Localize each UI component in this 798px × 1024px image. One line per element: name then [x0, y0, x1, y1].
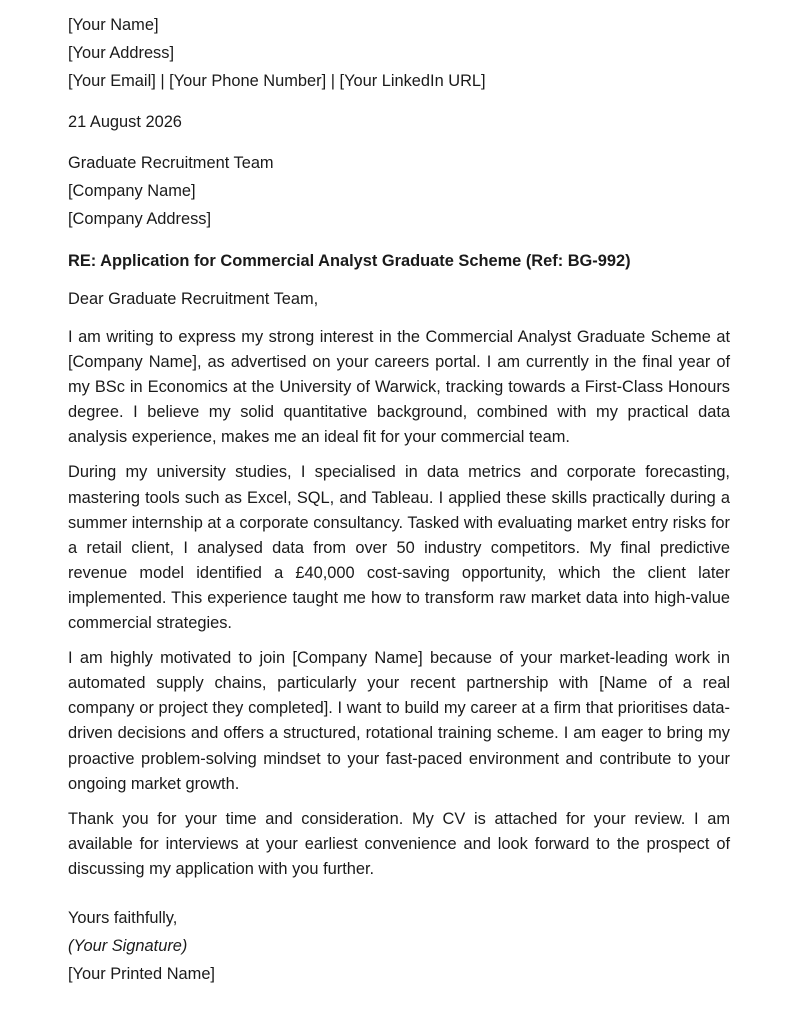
sender-contact: [Your Email] | [Your Phone Number] | [Your LinkedIn URL]: [68, 72, 486, 90]
body-paragraph-3: I am highly motivated to join [Company Name] because of your market-leading work in automated supply chains, particularly your recent partnership with [Name of a real company or project they completed]. I want to build my career at a firm that prioritises data-driven decisions and offers a structured, rotational training scheme. I am eager to bring my proactive problem-solving mindset to your fast-paced environment and contribute to your ongoing market growth.: [68, 649, 730, 793]
body-paragraph-1: I am writing to express my strong interest in the Commercial Analyst Graduate Scheme at [Company Name], as advertised on your careers portal. I am currently in the final year of my BSc in Economics at the University of Warwick, tracking towards a First-Class Honours degree. I believe my solid quantitative background, combined with my practical data analysis experience, makes me an ideal fit for your commercial team.: [68, 328, 730, 447]
signature-placeholder: (Your Signature): [68, 936, 188, 955]
letter-date: 21 August 2026: [68, 113, 182, 131]
recipient-address: [Company Address]: [68, 210, 212, 228]
sender-name: [Your Name]: [68, 16, 159, 34]
sender-address: [Your Address]: [68, 44, 175, 62]
recipient-block: [68, 149, 730, 233]
closing-block: [68, 904, 730, 988]
valediction: Yours faithfully,: [68, 908, 178, 927]
subject-line: RE: Application for Commercial Analyst Graduate Scheme (Ref: BG-992): [68, 252, 631, 270]
body-paragraph-2: During my university studies, I specialised in data metrics and corporate forecasting, mastering tools such as Excel, SQL, and Tableau. I applied these skills practically during a summer internship at a corporate consultancy. Tasked with evaluating market entry risks for a retail client, I analysed data from over 50 industry competitors. My final predictive revenue model identified a £40,000 cost-saving opportunity, which the client later implemented. This experience taught me how to transform raw market data into high-value commercial strategies.: [68, 463, 730, 633]
sender-block: [68, 11, 730, 95]
printed-name: [Your Printed Name]: [68, 964, 215, 983]
recipient-team: Graduate Recruitment Team: [68, 154, 274, 172]
body-paragraph-4: Thank you for your time and consideration. My CV is attached for your review. I am available for interviews at your earliest convenience and look forward to the prospect of discussing my application with you further.: [68, 809, 730, 878]
recipient-company: [Company Name]: [68, 182, 196, 200]
salutation: Dear Graduate Recruitment Team,: [68, 290, 319, 308]
